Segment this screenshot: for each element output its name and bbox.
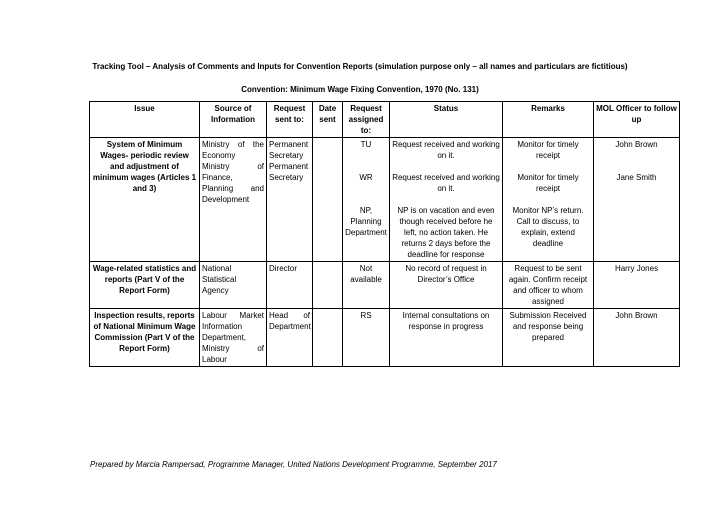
column-header: Issue	[90, 102, 200, 138]
column-header: MOL Officer to follow up	[594, 102, 680, 138]
date-sent-cell	[313, 262, 343, 309]
assigned-cell	[343, 138, 390, 262]
table-row	[90, 262, 680, 309]
status-cell: No record of request in Director’s Office	[390, 262, 503, 309]
column-header: Request sent to:	[267, 102, 313, 138]
remarks-text: Monitor NP’s return. Call to discuss, to explain, extend deadline	[512, 206, 584, 248]
issue-cell: Inspection results, reports of National Minimum Wage Commission (Part V of the Report Form)	[90, 309, 200, 367]
document-title: Tracking Tool – Analysis of Comments and Inputs for Convention Reports (simulation purpose only – all names and particulars are fictitious)	[92, 62, 628, 71]
remarks-cell: Request to be sent again. Confirm receipt and officer to whom assigned	[503, 262, 594, 309]
remarks-text: Monitor for timely receipt	[517, 173, 579, 193]
assigned-text: TU	[360, 140, 372, 149]
date-sent-cell	[313, 309, 343, 367]
officer-text: John Brown	[615, 140, 658, 149]
assigned-text: WR	[359, 173, 373, 182]
remarks-cell	[503, 138, 594, 262]
assigned-cell: Not available	[343, 262, 390, 309]
issue-cell: Wage-related statistics and reports (Part V of the Report Form)	[90, 262, 200, 309]
assigned-text: NP, Planning Department	[345, 206, 387, 237]
status-text: Request received and working on it.	[392, 140, 500, 160]
remarks-text: Monitor for timely receipt	[517, 140, 579, 160]
status-text: NP is on vacation and even though received before he left, no action taken. He returns 2 days before the deadline for response	[397, 206, 495, 259]
column-header: Source of Information	[200, 102, 267, 138]
column-header: Request assigned to:	[343, 102, 390, 138]
sent-to-cell: Director	[267, 262, 313, 309]
sent-to-text: Permanent Secretary	[269, 162, 309, 182]
sent-to-text: Permanent Secretary	[269, 140, 309, 160]
status-cell	[390, 138, 503, 262]
remarks-cell: Submission Received and response being prepared	[503, 309, 594, 367]
source-cell: National Statistical Agency	[200, 262, 267, 309]
date-sent-cell	[313, 138, 343, 262]
source-cell: Labour Market Information Department, Ministry of Labour	[200, 309, 267, 367]
table-header-row	[90, 102, 680, 138]
status-text: Request received and working on it.	[392, 173, 500, 193]
officer-text	[596, 205, 677, 216]
column-header: Date sent	[313, 102, 343, 138]
column-header: Status	[390, 102, 503, 138]
officer-text: Jane Smith	[616, 173, 657, 182]
assigned-cell: RS	[343, 309, 390, 367]
sent-to-cell	[267, 138, 313, 262]
source-cell	[200, 138, 267, 262]
issue-cell: System of Minimum Wages- periodic review and adjustment of minimum wages (Articles 1 and 3)	[90, 138, 200, 262]
source-text: Ministry of Finance, Planning and Development	[202, 162, 264, 204]
sent-to-cell: Head of Department	[267, 309, 313, 367]
column-header: Remarks	[503, 102, 594, 138]
tracking-table	[89, 101, 680, 367]
prepared-by-footer: Prepared by Marcia Rampersad, Programme Manager, United Nations Development Programme, September 2017	[90, 460, 497, 469]
table-row	[90, 309, 680, 367]
table-row	[90, 138, 680, 262]
officer-cell: John Brown	[594, 309, 680, 367]
officer-cell: Harry Jones	[594, 262, 680, 309]
convention-subtitle: Convention: Minimum Wage Fixing Convention, 1970 (No. 131)	[241, 85, 479, 94]
officer-cell	[594, 138, 680, 262]
status-cell: Internal consultations on response in progress	[390, 309, 503, 367]
source-text: Ministry of the Economy	[202, 140, 264, 160]
